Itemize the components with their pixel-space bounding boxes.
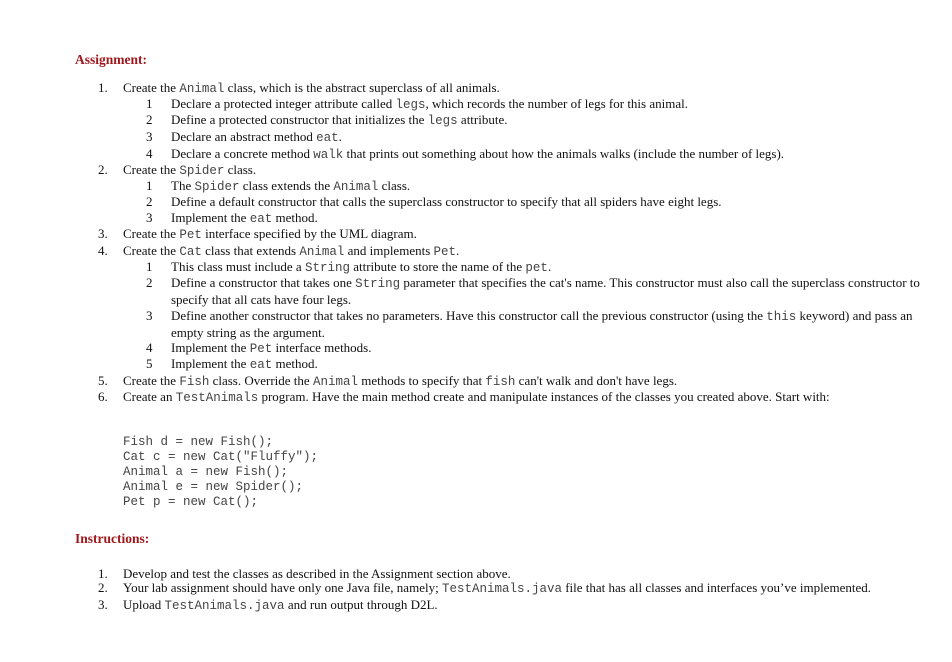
instructions-heading: Instructions: — [75, 531, 150, 546]
assignment-item-1-sub-2: 2 Define a protected constructor that initializes the legs attribute. — [146, 112, 508, 128]
instructions-item-1: 1. Develop and test the classes as described in the Assignment section above. — [98, 566, 511, 581]
assignment-item-2-sub-2: 2 Define a default constructor that calls the superclass constructor to specify that all spiders have eight legs. — [146, 194, 722, 209]
instructions-item-3: 3. Upload TestAnimals.java and run output through D2L. — [98, 597, 438, 613]
code-sample — [123, 420, 318, 525]
assignment-item-5: 5. Create the Fish class. Override the Animal methods to specify that fish can't walk and don't have legs. — [98, 373, 678, 389]
assignment-item-1-sub-1: 1 Declare a protected integer attribute called legs, which records the number of legs for this animal. — [146, 96, 688, 112]
assignment-item-4: 4. Create the Cat class that extends Animal and implements Pet. — [98, 243, 460, 259]
assignment-item-1-sub-4: 4 Declare a concrete method walk that prints out something about how the animals walks (include the number of legs). — [146, 146, 785, 162]
assignment-item-4-sub-3: 3 Define another constructor that takes no parameters. Have this constructor call the previous constructor (using the this keyword) and pass an empty string as the argument. — [146, 308, 913, 340]
assignment-item-4-sub-2: 2 Define a constructor that takes one String parameter that specifies the cat's name. This constructor must also call the superclass constructor to specify that all cats have four legs. — [146, 275, 920, 307]
code-line: Pet p = new Cat(); — [123, 495, 259, 509]
assignment-item-2-sub-3: 3 Implement the eat method. — [146, 210, 318, 226]
assignment-item-2-sub-1: 1 The Spider class extends the Animal class. — [146, 178, 411, 194]
assignment-item-2: 2. Create the Spider class. — [98, 162, 257, 178]
code-line: Fish d = new Fish(); — [123, 435, 274, 449]
assignment-item-6: 6. Create an TestAnimals program. Have the main method create and manipulate instances of the classes you created above. Start with: — [98, 389, 830, 405]
code-line: Cat c = new Cat("Fluffy"); — [123, 450, 319, 464]
assignment-item-1: 1. Create the Animal class, which is the abstract superclass of all animals. — [98, 80, 500, 96]
assignment-heading: Assignment: — [75, 52, 148, 67]
assignment-item-4-sub-5: 5 Implement the eat method. — [146, 356, 318, 372]
code-line: Animal a = new Fish(); — [123, 465, 289, 479]
assignment-item-3: 3. Create the Pet interface specified by the UML diagram. — [98, 226, 417, 242]
assignment-item-1-sub-3: 3 Declare an abstract method eat. — [146, 129, 342, 145]
assignment-item-4-sub-1: 1 This class must include a String attribute to store the name of the pet. — [146, 259, 552, 275]
code-line: Animal e = new Spider(); — [123, 480, 304, 494]
instructions-item-2: 2. Your lab assignment should have only one Java file, namely; TestAnimals.java file that has all classes and interfaces you’ve implemented. — [98, 580, 871, 596]
assignment-item-4-sub-4: 4 Implement the Pet interface methods. — [146, 340, 372, 356]
